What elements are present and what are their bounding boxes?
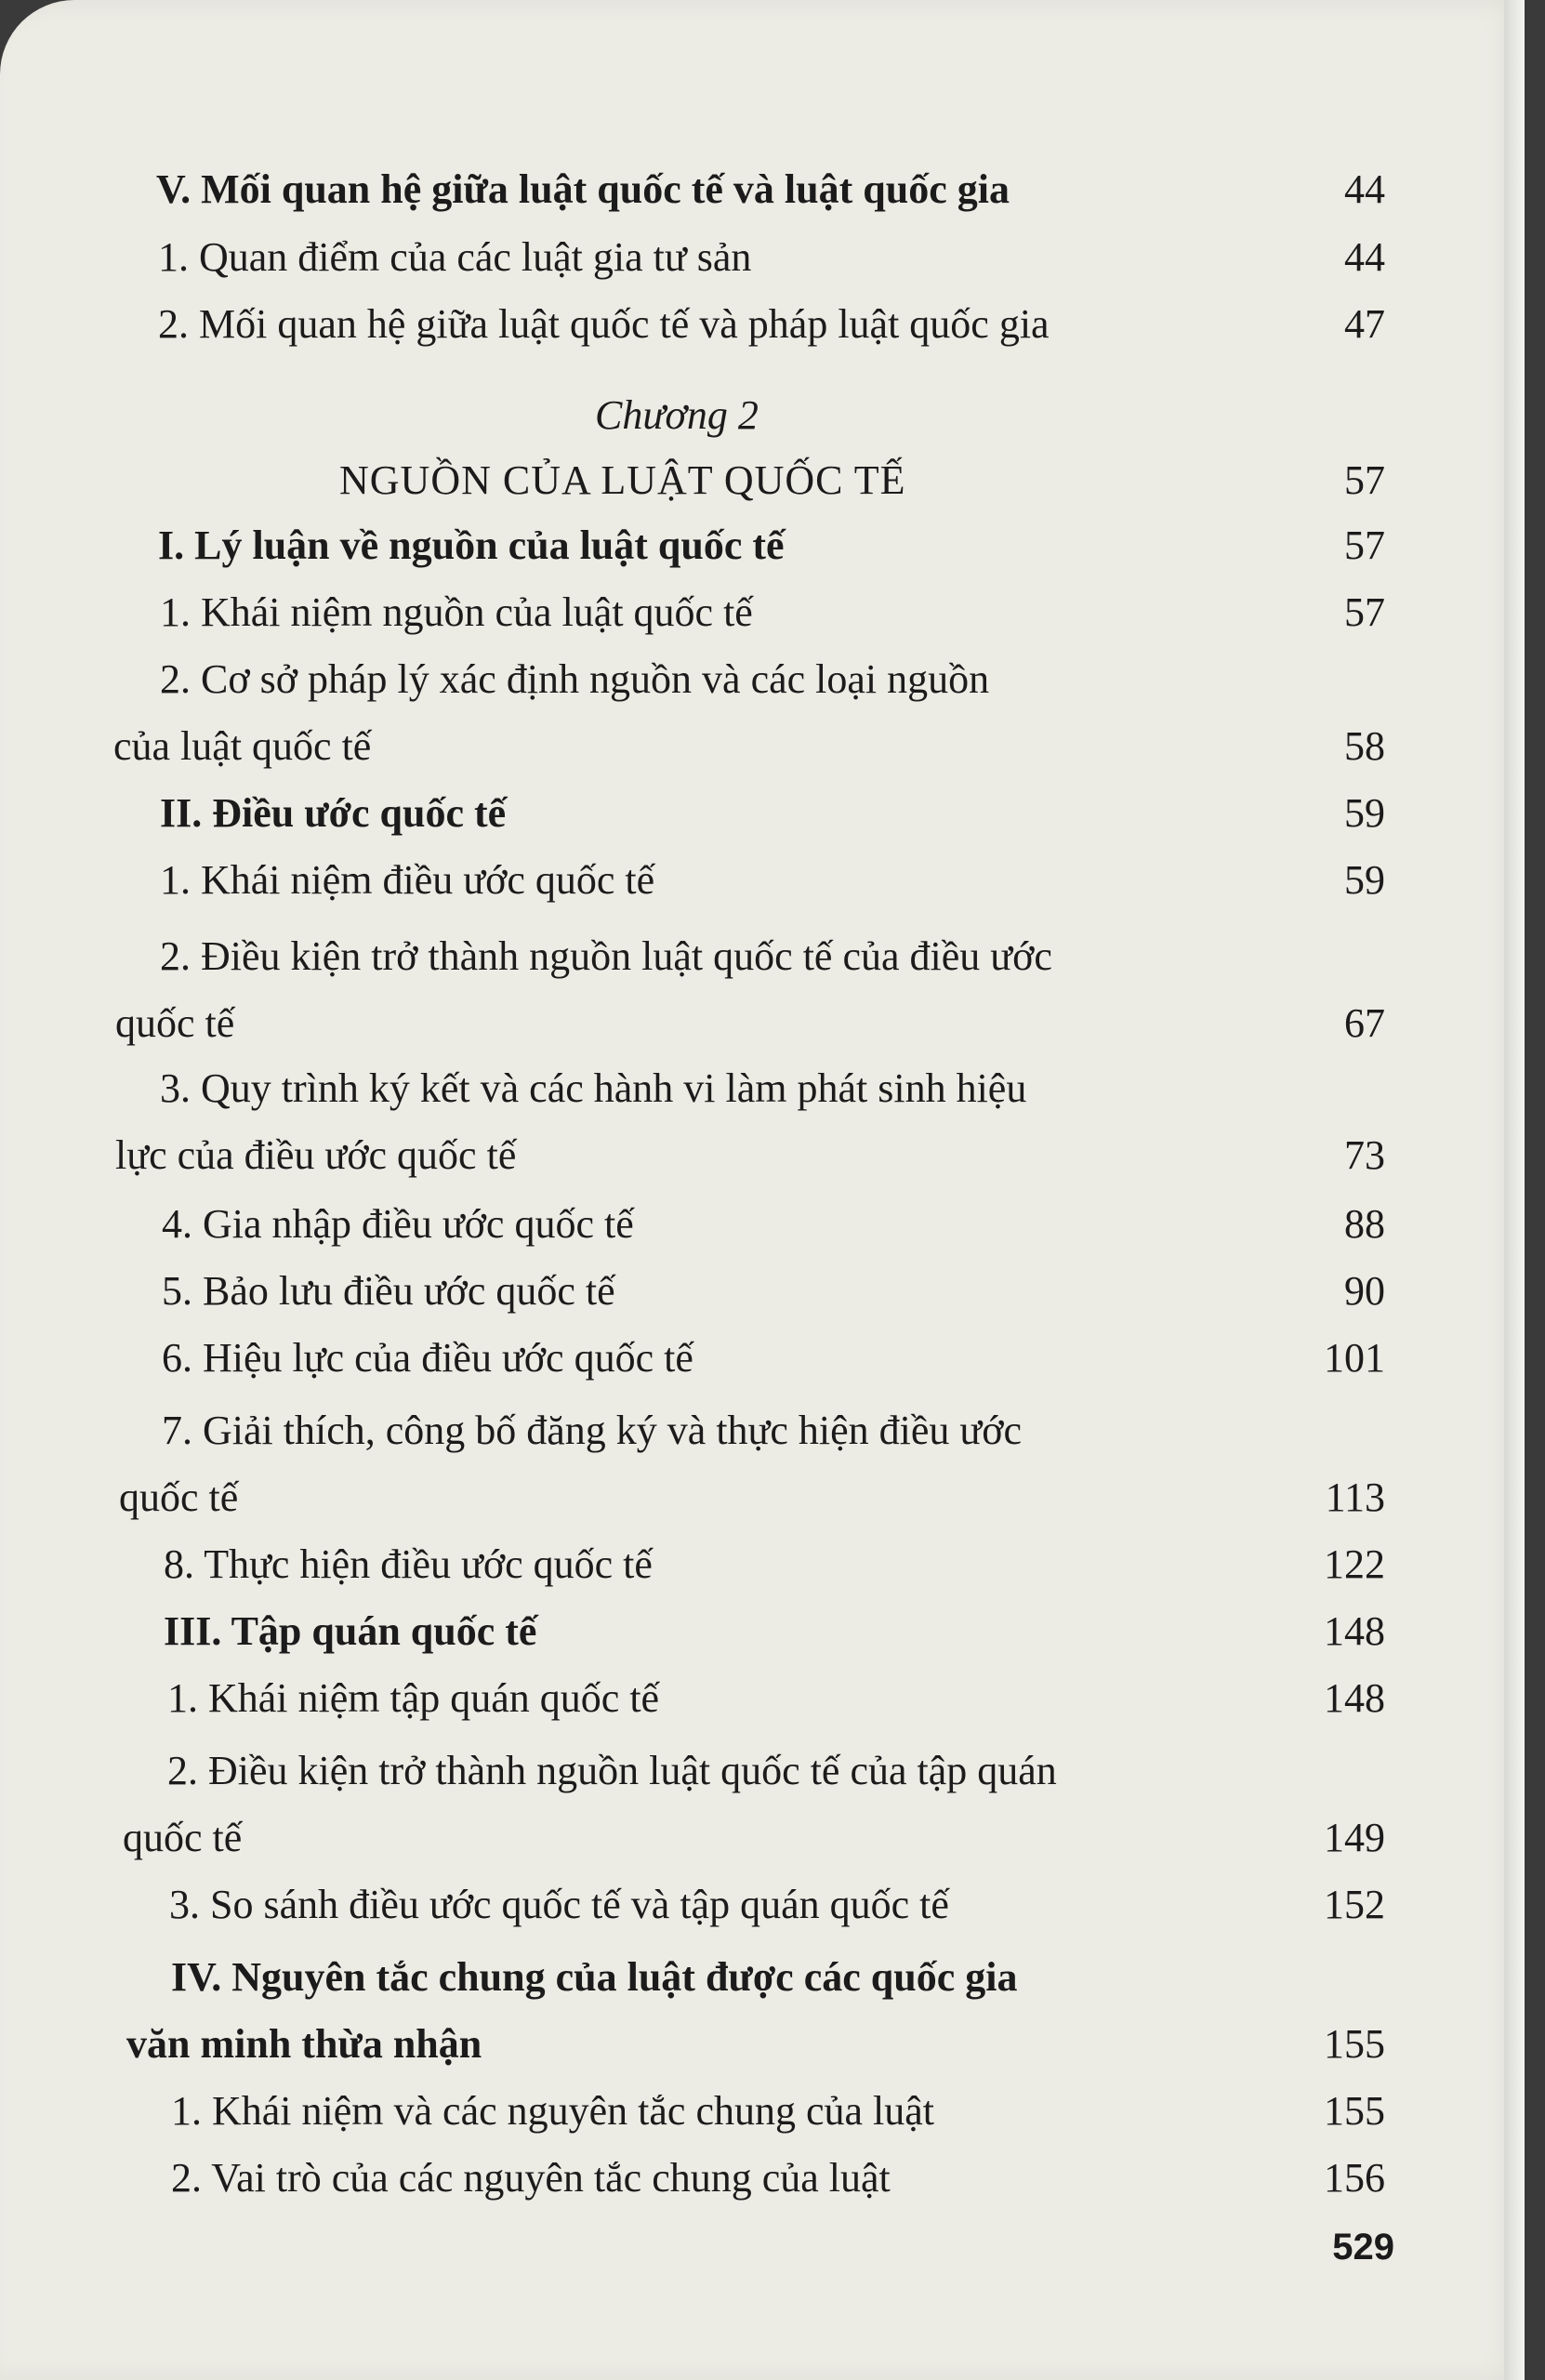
entry-text: II. Điều ước quốc tế [160,790,507,836]
entry-text: 3. So sánh điều ước quốc tế và tập quán quốc tế [169,1882,949,1927]
entry-text: 3. Quy trình ký kết và các hành vi làm phát sinh hiệu [160,1065,1027,1111]
entry-text: 6. Hiệu lực của điều ước quốc tế [162,1335,693,1381]
toc-entry [0,578,1525,647]
entry-text: quốc tế [115,1000,235,1046]
entry-page: 122 [1324,1541,1385,1587]
entry-text: 5. Bảo lưu điều ước quốc tế [162,1268,615,1314]
entry-text: III. Tập quán quốc tế [164,1608,537,1654]
toc-entry [0,1396,1525,1465]
toc-entry-section [0,779,1525,848]
entry-text: lực của điều ước quốc tế [115,1132,517,1178]
toc-entry-continued [0,1804,1525,1872]
toc-entry-section [0,1597,1525,1666]
entry-text: quốc tế [119,1474,239,1520]
entry-text: 2. Mối quan hệ giữa luật quốc tế và pháp luật quốc gia [158,301,1050,347]
entry-page: 57 [1344,522,1385,568]
entry-text: 2. Vai trò của các nguyên tắc chung của luật [171,2155,891,2201]
toc-entry [0,645,1525,714]
toc-entry [0,1054,1525,1123]
entry-page: 58 [1344,723,1385,769]
toc-entry-continued [0,1121,1525,1190]
entry-text: văn minh thừa nhận [126,2021,482,2067]
toc-entry [0,846,1525,915]
entry-page: 156 [1324,2155,1385,2201]
entry-page: 152 [1324,1882,1385,1927]
toc-entry-continued [0,989,1525,1058]
entry-text: 2. Cơ sở pháp lý xác định nguồn và các loại nguồn [160,656,990,702]
entry-page: 155 [1324,2088,1385,2134]
entry-page: 57 [1344,589,1385,635]
entry-text: 4. Gia nhập điều ước quốc tế [162,1201,634,1247]
entry-page: 47 [1344,301,1385,347]
chapter-title-text: NGUỒN CỦA LUẬT QUỐC TẾ [339,457,906,503]
toc-entry-section [0,1943,1525,2012]
toc-entry-continued [0,1463,1525,1532]
entry-text: 1. Khái niệm điều ước quốc tế [160,857,655,903]
toc-entry [0,1257,1525,1326]
entry-page: 90 [1344,1268,1385,1314]
entry-page: 88 [1344,1201,1385,1247]
toc-entry-continued [0,712,1525,781]
toc-entry [0,1664,1525,1733]
entry-page: 67 [1344,1000,1385,1046]
entry-text: 2. Điều kiện trở thành nguồn luật quốc tế của tập quán [167,1748,1057,1793]
toc-entry-section-continued [0,2010,1525,2079]
entry-text: 1. Khái niệm tập quán quốc tế [167,1675,660,1721]
entry-page: 149 [1324,1815,1385,1860]
entry-page: 59 [1344,790,1385,836]
chapter-label: Chương 2 [595,392,759,438]
entry-page: 59 [1344,857,1385,903]
toc-entry [0,1190,1525,1259]
entry-page: 155 [1324,2021,1385,2067]
toc-entry [0,1871,1525,1939]
entry-page: 148 [1324,1608,1385,1654]
toc-entry [0,290,1525,359]
entry-text: 2. Điều kiện trở thành nguồn luật quốc tế của điều ước [160,933,1052,979]
entry-page: 57 [1344,457,1385,503]
toc-entry-section [0,511,1525,580]
entry-page: 101 [1324,1335,1385,1381]
entry-text: của luật quốc tế [113,723,372,769]
toc-entry [0,1324,1525,1393]
entry-text: 1. Quan điểm của các luật gia tư sản [158,234,752,280]
chapter-title [0,446,1525,515]
entry-text: 7. Giải thích, công bố đăng ký và thực hiện điều ước [162,1408,1023,1453]
entry-text: 8. Thực hiện điều ước quốc tế [164,1541,653,1587]
entry-page: 148 [1324,1675,1385,1721]
entry-page: 113 [1325,1474,1385,1520]
toc-entry [0,2144,1525,2213]
entry-page: 73 [1344,1132,1385,1178]
entry-page: 44 [1344,166,1385,212]
entry-text: IV. Nguyên tắc chung của luật được các quốc gia [171,1954,1018,2000]
entry-page: 44 [1344,234,1385,280]
toc-entry [0,2077,1525,2146]
chapter-heading [0,381,1525,450]
entry-text: quốc tế [123,1815,243,1860]
toc-entry-section [0,155,1525,224]
toc-entry [0,223,1525,292]
entry-text: V. Mối quan hệ giữa luật quốc tế và luật quốc gia [156,166,1010,212]
entry-text: 1. Khái niệm và các nguyên tắc chung của luật [171,2088,935,2134]
entry-text: 1. Khái niệm nguồn của luật quốc tế [160,589,753,635]
page-number: 529 [1332,2227,1394,2268]
toc-entry [0,922,1525,991]
entry-text: I. Lý luận về nguồn của luật quốc tế [158,522,785,568]
toc-entry [0,1530,1525,1599]
toc-entry [0,1737,1525,1805]
